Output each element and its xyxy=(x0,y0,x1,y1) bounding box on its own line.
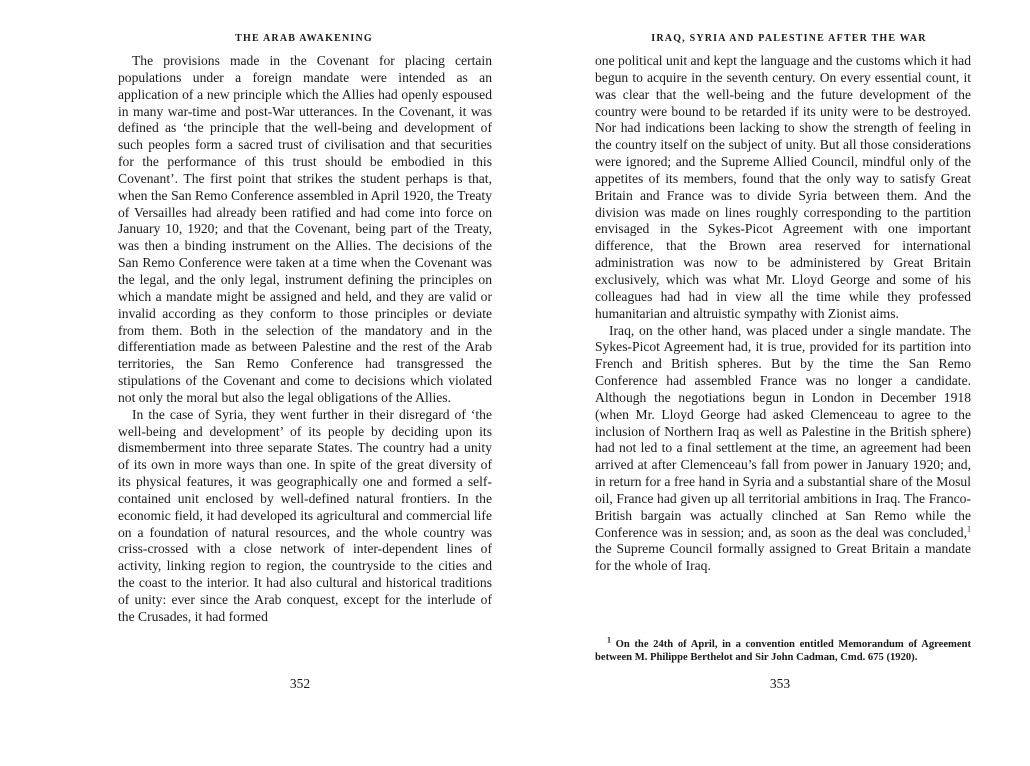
right-paragraph-2-text: Iraq, on the other hand, was placed under a single mandate. The Sykes-Picot Agreement had, it is true, provided for its partition into French and British spheres. But by the time the San Remo Conference had assembled France was no longer a candidate. Although the negotiations begun in London in December 1918 (when Mr. Lloyd George had asked Clemenceau to agree to the inclusion of Northern Iraq as well as Palestine in the British sphere) had not led to a final settlement at the time, an agreement had been arrived at after Clemenceau’s fall from power in January 1920; and, in return for a free hand in Syria and a substantial share of the Mosul oil, France had given up all territorial ambitions in Iraq. The Franco-British bargain was actually clinched at San Remo while the Conference was in session; and, as soon as the deal was concluded, xyxy=(595,322,971,540)
right-page xyxy=(515,0,1030,766)
page-number-right: 353 xyxy=(769,676,791,691)
page-number-left: 352 xyxy=(289,676,311,691)
footnote-marker: 1 xyxy=(607,635,611,645)
left-paragraph-2: In the case of Syria, they went further in their disregard of ‘the well-being and development’ of its people by deciding upon its dismemberment into three separate States. The country had a unity of its own in more ways than one. In spite of the great diversity of its physical features, it was geographically one and formed a self-contained unit enclosed by well-defined natural frontiers. In the economic field, it had developed its agricultural and commercial life on a foundation of natural resources, and the whole country was criss-crossed with a close network of inter-dependent lines of activity, linking region to region, the countryside to the cities and the coast to the interior. It had also cultural and historical traditions of unity: ever since the Arab conquest, except for the interlude of the Crusades, it had formed xyxy=(118,406,492,624)
right-paragraph-2 xyxy=(595,323,971,576)
running-head-right: IRAQ, SYRIA AND PALESTINE AFTER THE WAR xyxy=(651,33,927,44)
running-head-left: THE ARAB AWAKENING xyxy=(235,33,373,44)
right-paragraph-continuation: one political unit and kept the language and the customs which it had begun to acquire in the seventh century. On every essential count, it was clear that the well-being and the future development of the country were bound to be retarded if its unity were to be destroyed. Nor had indications been lacking to show the strength of feeling in the country itself on the subject of unity. But all those considerations were ignored; and the Supreme Allied Council, mindful only of the appetites of its members, found that the only way to satisfy Great Britain and France was to divide Syria between them. And the division was made on lines roughly corresponding to the partition envisaged in the Sykes-Picot Agreement with one important difference, that the Brown area reserved for international administration was now to be administered by Great Britain exclusively, which was what Mr. Lloyd George and some of his colleagues had had in view all the time while they professed humanitarian and altruistic sympathy with Zionist aims. xyxy=(595,53,971,321)
left-body-text xyxy=(118,53,492,626)
footnote-text: On the 24th of April, in a convention entitled Memorandum of Agreement between M. Philippe Berthelot and Sir John Cadman, Cmd. 675 (1920). xyxy=(595,639,971,663)
footnote xyxy=(595,635,971,664)
right-paragraph-2-tail: the Supreme Council formally assigned to Great Britain a mandate for the whole of Iraq. xyxy=(595,541,971,574)
footnote-reference: 1 xyxy=(967,524,971,534)
right-body-text xyxy=(595,53,971,575)
left-paragraph-1: The provisions made in the Covenant for placing certain populations under a foreign mandate were intended as an application of a new principle which the Allies had openly espoused in many war-time and post-War utterances. In the Covenant, it was defined as ‘the principle that the well-being and development of such peoples form a sacred trust of civilisation and that securities for the performance of this trust should be embodied in this Covenant’. The first point that strikes the student perhaps is that, when the San Remo Conference assembled in April 1920, the Treaty of Versailles had already been ratified and had come into force on January 10, 1920; and that the Covenant, being part of the Treaty, was then a binding instrument on the Allies. The decisions of the San Remo Conference were taken at a time when the Covenant was the legal, and the only legal, instrument defining the principles on which a mandate might be assigned and held, and they are valid or invalid according as they conform to those principles or deviate from them. Both in the selection of the mandatory and in the differentiation made as between Palestine and the rest of the Arab territories, the San Remo Conference had transgressed the stipulations of the Covenant and come to decisions which violated not only the moral but also the legal obligations of the Allies. xyxy=(118,53,492,405)
